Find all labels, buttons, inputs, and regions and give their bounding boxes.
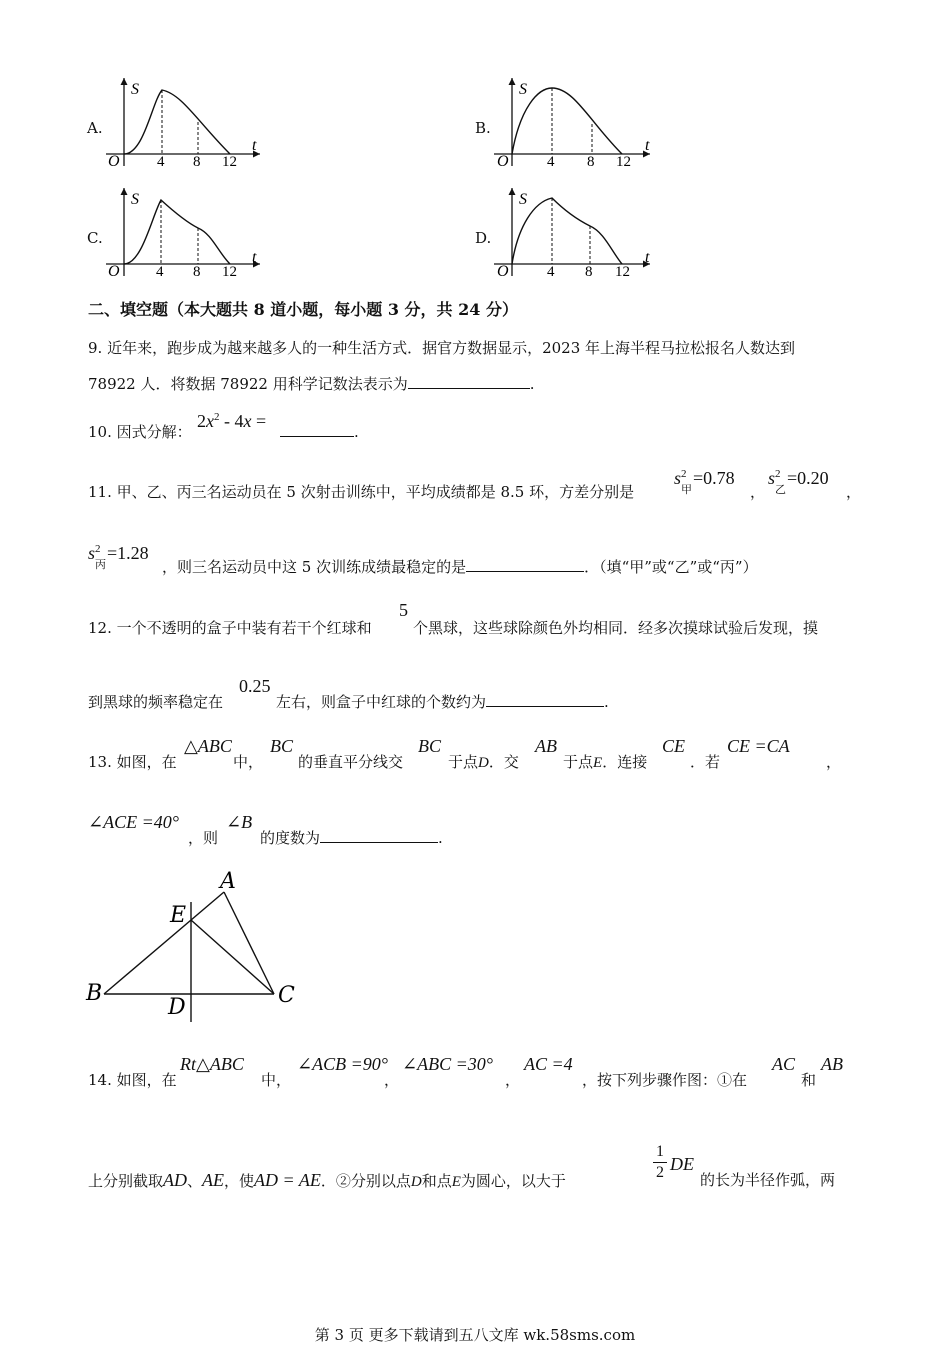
option-b-graph — [490, 70, 660, 174]
q13-end: . — [438, 829, 443, 847]
q9-line1: 9. 近年来，跑步成为越来越多人的一种生活方式．据官方数据显示，2023 年上海半程马拉松报名人数达到 — [88, 339, 796, 357]
q14-line2 — [88, 1170, 566, 1192]
origin-label: O — [108, 153, 120, 170]
tick-4: 4 — [156, 264, 164, 280]
q14-ad-eq-ae: AD = AE — [254, 1170, 321, 1190]
axis-s-label: S — [131, 191, 139, 208]
q13-p7: ．连接 — [602, 753, 648, 771]
q10-answer-blank[interactable] — [280, 422, 354, 437]
q14-frac-num: 1 — [656, 1143, 664, 1160]
axis-t-label: t — [252, 137, 257, 154]
q12-num5: 5 — [399, 600, 408, 620]
q13-p10-group — [260, 828, 443, 848]
q14-angle-acb: ∠ACB =90° — [297, 1054, 388, 1074]
q11-sub-bing: 丙 — [95, 559, 107, 571]
origin-label: O — [108, 263, 120, 280]
q10-var-x2: x — [243, 411, 252, 431]
tick-8: 8 — [193, 154, 201, 170]
q11-end: ．（填“甲”或“乙”或“丙”） — [584, 558, 758, 576]
q13-angle-ace: ∠ACE =40° — [88, 812, 179, 832]
q12-answer-blank[interactable] — [486, 692, 604, 707]
q12-line2 — [276, 692, 609, 712]
q14-point-d: D — [410, 1174, 422, 1190]
q9-end: . — [529, 375, 535, 393]
q11-val-jia: =0.78 — [693, 468, 735, 488]
q13-p9: ，则 — [188, 829, 219, 847]
q13-p4: 于点 — [448, 753, 479, 771]
q13-bc1: BC — [270, 736, 294, 756]
q14-frac-den: 2 — [653, 1162, 667, 1183]
q14-line2c: ．②分别以点 — [320, 1172, 411, 1190]
q13-p8: ．若 — [690, 753, 721, 771]
q14-rt-triangle: Rt△ABC — [180, 1054, 244, 1074]
q10-end: . — [354, 423, 359, 441]
page-footer: 第 3 页 更多下载请到五八文库 wk.58sms.com — [314, 1326, 636, 1344]
q14-ae: AE — [202, 1170, 225, 1190]
q13-p5: ．交 — [488, 753, 519, 771]
q11-s-jia — [674, 468, 735, 496]
origin-label: O — [497, 153, 509, 170]
q11-sub-jia: 甲 — [681, 484, 693, 496]
q12-line2b: 左右，则盒子中红球的个数约为 — [276, 693, 487, 711]
point-a-label: A — [220, 869, 236, 894]
q12-line2a: 到黑球的频率稳定在 — [88, 693, 224, 711]
q11-s-bing — [88, 543, 149, 571]
q14-angle-abc: ∠ABC =30° — [402, 1054, 493, 1074]
q13-angle-b: ∠B — [226, 812, 253, 832]
q13-bc2: BC — [418, 736, 442, 756]
q14-ab: AB — [821, 1054, 843, 1074]
q9-line2 — [88, 374, 535, 394]
q11-s: s — [88, 543, 96, 563]
q10-answer — [280, 422, 359, 442]
q12-freq: 0.25 — [239, 676, 271, 696]
point-e-label: E — [170, 903, 187, 928]
point-c-label: C — [278, 983, 295, 1008]
q14-comma1: ， — [384, 1071, 400, 1089]
q13-p2: 中， — [233, 753, 264, 771]
q14-p3: ，按下列步骤作图：①在 — [582, 1071, 748, 1089]
q14-p1: 14. 如图，在 — [88, 1071, 177, 1089]
q11-sup: 2 — [681, 468, 687, 480]
q14-line2a: 上分别截取 — [88, 1172, 164, 1190]
q13-d: D — [478, 755, 489, 771]
q10-coef: 2 — [197, 411, 206, 431]
q9-text: 78922 人．将数据 78922 用科学记数法表示为 — [88, 375, 408, 393]
q13-p10: 的度数为 — [260, 829, 321, 847]
tick-12: 12 — [222, 154, 237, 170]
axis-t-label: t — [645, 249, 650, 266]
q11-s-yi — [768, 468, 829, 496]
q14-line2e: 为圆心，以大于 — [460, 1172, 566, 1190]
q14-fraction — [653, 1142, 667, 1183]
q13-p1: 13. 如图，在 — [88, 753, 177, 771]
axis-t-label: t — [252, 249, 257, 266]
option-b-label: B. — [475, 119, 491, 137]
axis-t-label: t — [645, 137, 650, 154]
q14-p2: 中， — [261, 1071, 292, 1089]
point-d-label: D — [168, 995, 186, 1020]
q11-comma1: ， — [750, 483, 766, 501]
q11-sup: 2 — [95, 543, 101, 555]
tick-12: 12 — [222, 264, 237, 280]
q13-comma: ， — [826, 753, 842, 771]
q10-var-x: x — [206, 411, 214, 431]
q13-p3: 的垂直平分线交 — [298, 753, 404, 771]
origin-label: O — [497, 263, 509, 280]
q14-ad: AD — [163, 1170, 188, 1190]
q14-ac-value: AC =4 — [524, 1054, 573, 1074]
tick-8: 8 — [587, 154, 595, 170]
q11-line2-text: ，则三名运动员中这 5 次训练成绩最稳定的是 — [162, 558, 467, 576]
q11-s: s — [674, 468, 682, 488]
section-title: 二、填空题（本大题共 8 道小题，每小题 3 分，共 24 分） — [88, 300, 518, 319]
q13-ce: CE — [662, 736, 686, 756]
option-a-graph — [100, 70, 270, 174]
q10-prefix: 10. 因式分解： — [88, 423, 192, 441]
q13-p4-group — [448, 752, 519, 773]
q11-line2 — [162, 557, 758, 577]
tick-8: 8 — [585, 264, 593, 280]
q13-condition: CE =CA — [727, 736, 790, 756]
axis-s-label: S — [519, 191, 527, 208]
q14-line2f: 的长为半径作弧，两 — [700, 1171, 836, 1189]
option-a-label: A. — [87, 119, 103, 137]
tick-12: 12 — [615, 264, 630, 280]
q13-e: E — [593, 755, 603, 771]
q14-p4: 和 — [801, 1071, 817, 1089]
q11-s: s — [768, 468, 776, 488]
q12-part2: 个黑球，这些球除颜色外均相同．经多次摸球试验后发现，摸 — [413, 619, 819, 637]
q10-minus4: - 4 — [219, 411, 244, 431]
option-c-graph — [100, 180, 270, 284]
q10-expression — [197, 411, 266, 432]
tick-4: 4 — [547, 154, 555, 170]
tick-12: 12 — [616, 154, 631, 170]
q13-p6-group — [563, 752, 647, 773]
q12-end: . — [604, 693, 609, 711]
q13-figure — [82, 868, 312, 1032]
q14-comma2: ， — [505, 1071, 521, 1089]
q14-sep: 、 — [187, 1172, 203, 1190]
q11-sub-yi: 乙 — [775, 484, 787, 496]
q14-ac2: AC — [772, 1054, 796, 1074]
q13-p6: 于点 — [563, 753, 594, 771]
axis-s-label: S — [519, 81, 527, 98]
q10-equals: = — [251, 411, 267, 431]
option-d-label: D. — [475, 229, 492, 247]
q9-answer-blank[interactable] — [408, 374, 530, 389]
option-d-graph — [490, 180, 660, 284]
q13-triangle: △ABC — [184, 736, 232, 756]
q14-point-e: E — [451, 1174, 461, 1190]
q11-answer-blank[interactable] — [466, 557, 584, 572]
tick-4: 4 — [157, 154, 165, 170]
q12-part1: 12. 一个不透明的盒子中装有若干个红球和 — [88, 619, 372, 637]
q11-line1: 11. 甲、乙、丙三名运动员在 5 次射击训练中，平均成绩都是 8.5 环，方差分别是 — [88, 483, 635, 501]
q13-ab: AB — [535, 736, 557, 756]
q14-line2b: ，使 — [224, 1172, 255, 1190]
q11-val-bing: =1.28 — [107, 543, 149, 563]
point-b-label: B — [86, 981, 103, 1006]
q14-line2d: 和点 — [421, 1172, 452, 1190]
tick-8: 8 — [193, 264, 201, 280]
q10-sup: 2 — [214, 411, 220, 423]
q11-sup: 2 — [775, 468, 781, 480]
tick-4: 4 — [547, 264, 555, 280]
option-c-label: C. — [87, 229, 103, 247]
q13-answer-blank[interactable] — [320, 828, 438, 843]
q14-de: DE — [670, 1154, 694, 1174]
q11-comma2: ， — [846, 483, 862, 501]
q11-val-yi: =0.20 — [787, 468, 829, 488]
axis-s-label: S — [131, 81, 139, 98]
